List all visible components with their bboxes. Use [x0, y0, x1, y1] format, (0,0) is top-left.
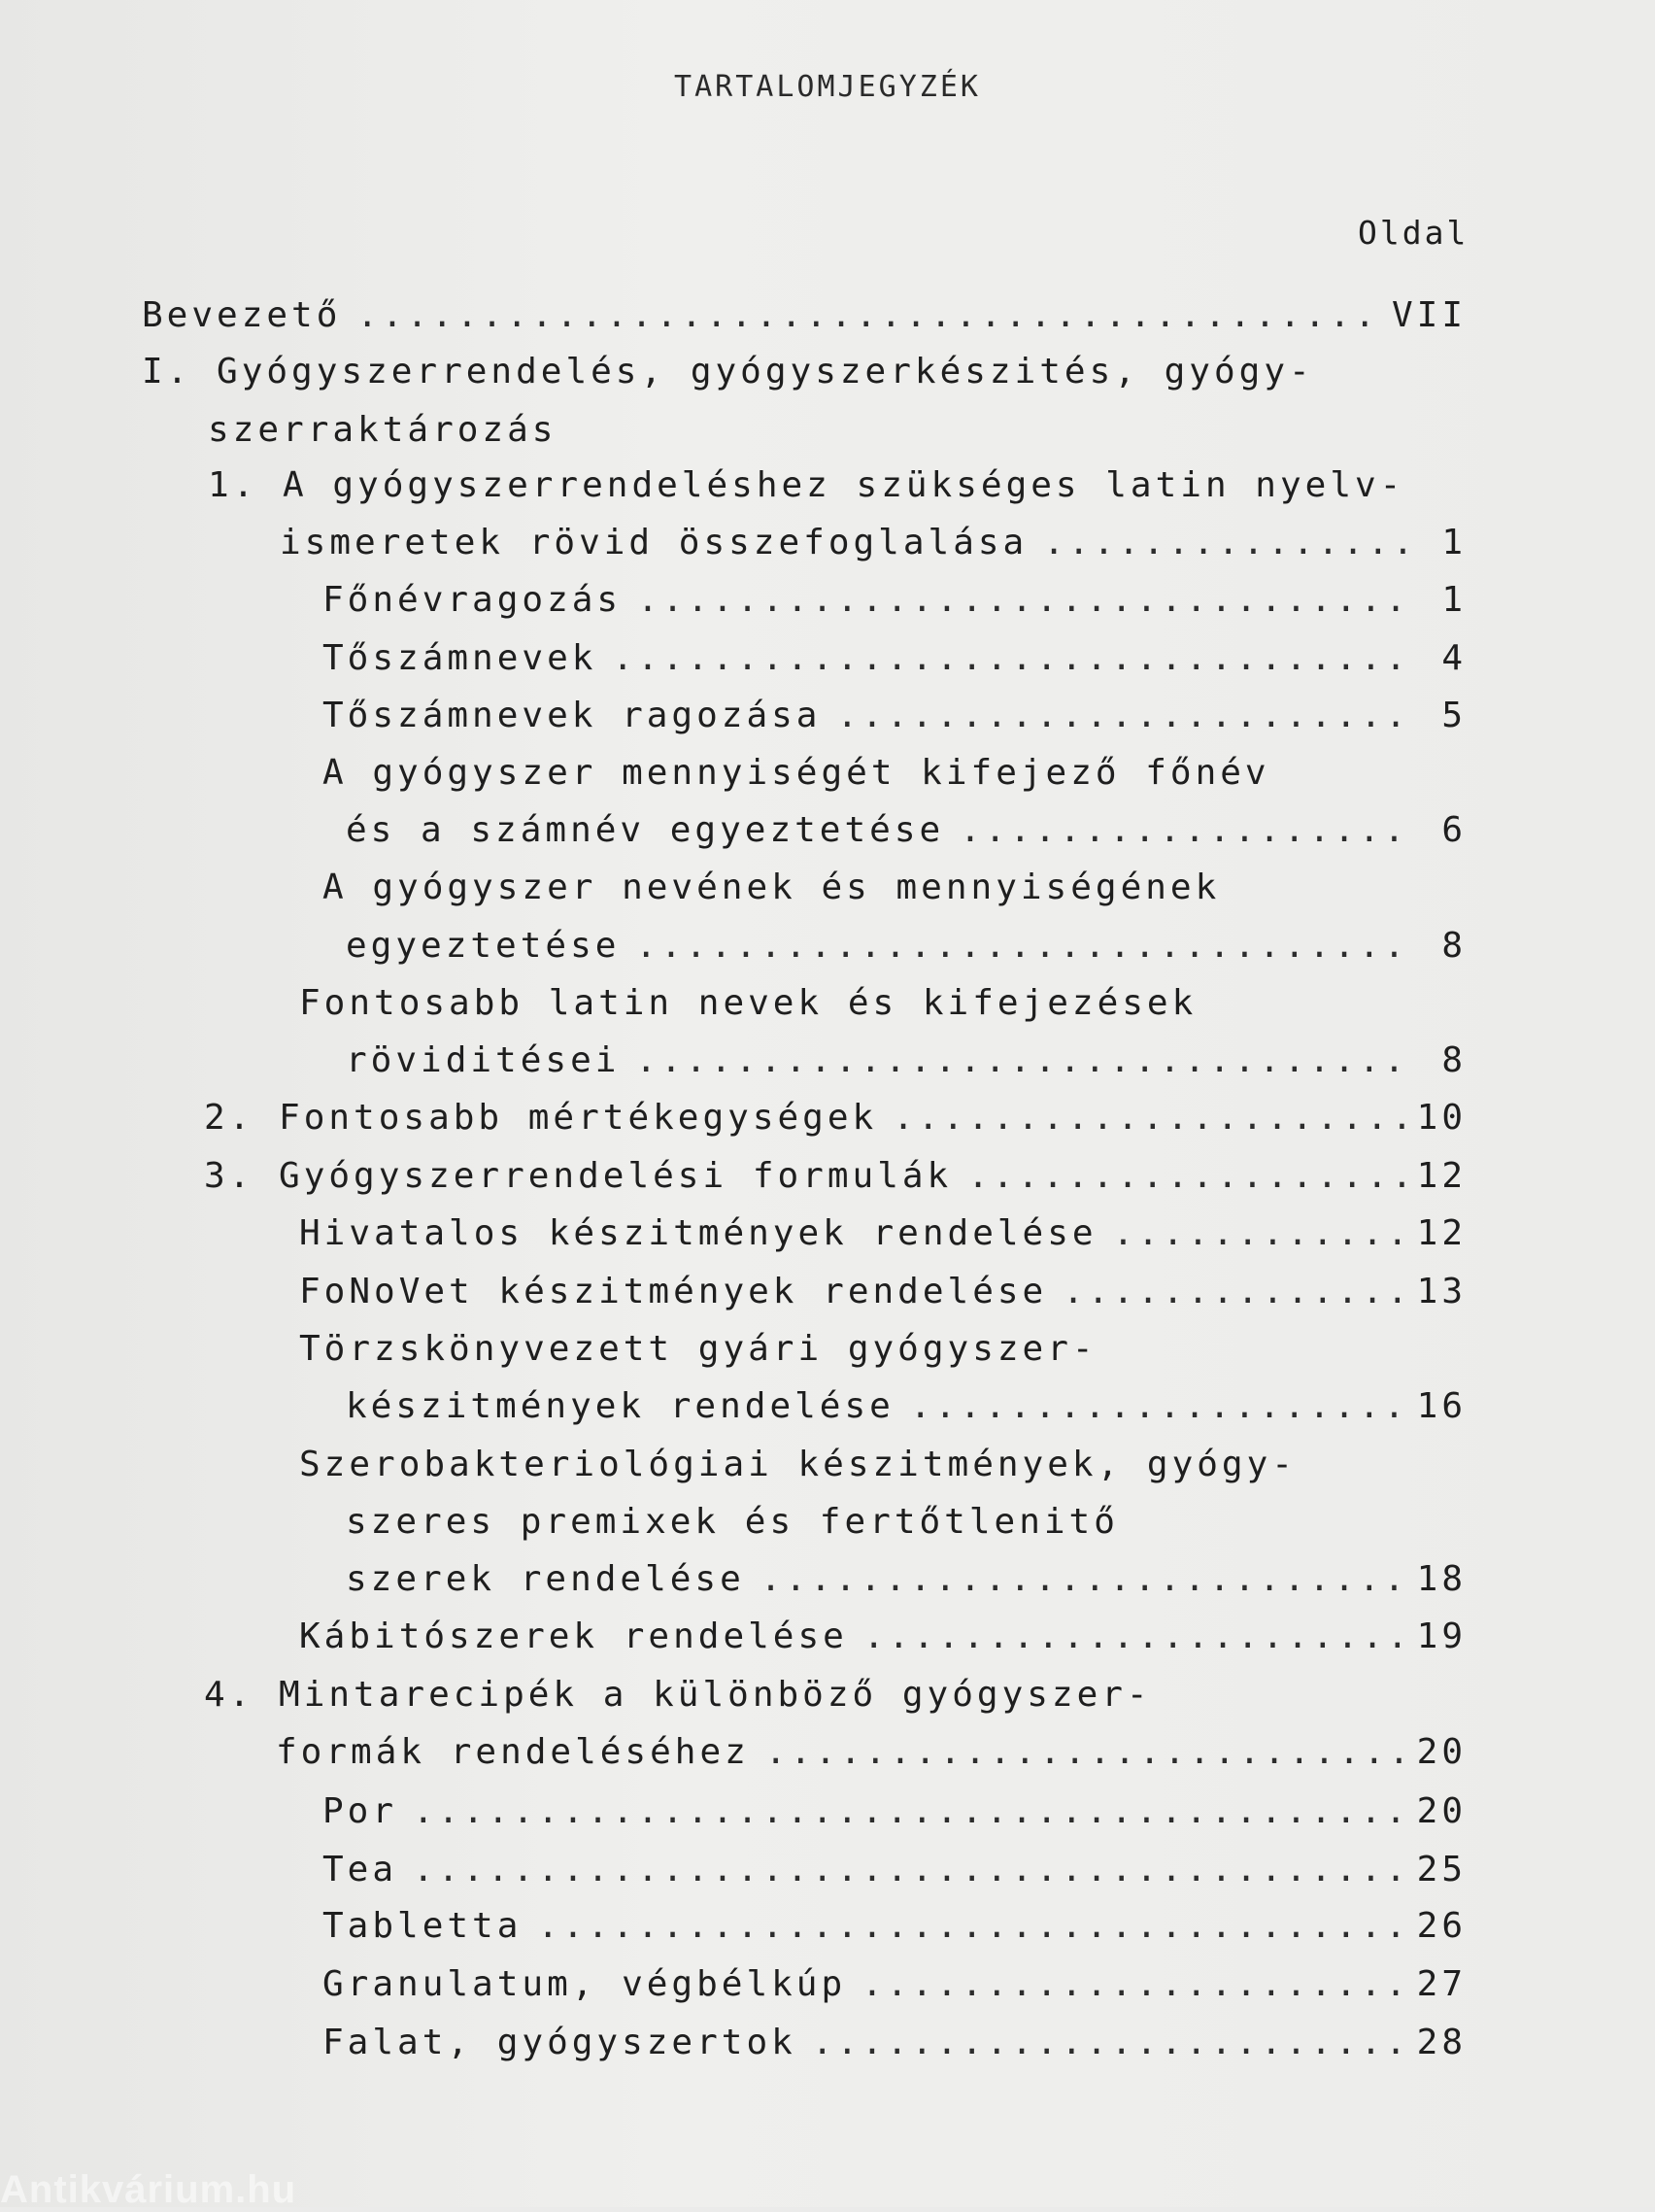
toc-leader-dots [537, 1904, 1408, 1949]
toc-entry-text: formák rendeléséhez [276, 1732, 750, 1772]
toc-entry-text: egyeztetése [346, 926, 621, 966]
toc-entry: Szerobakteriológiai készitmények, gyógy- [299, 1445, 1297, 1484]
page-column-header: Oldal [1358, 214, 1469, 252]
toc-leader-dots [967, 1154, 1408, 1199]
toc-entry-text: Főnévragozás [322, 580, 623, 620]
toc-entry-text: FoNoVet készitmények rendelése [299, 1272, 1048, 1311]
toc-page-number: 4 [1441, 638, 1467, 678]
toc-entry [280, 521, 1467, 565]
toc-leader-dots [413, 1789, 1408, 1834]
toc-page-number: 27 [1416, 1964, 1467, 2004]
toc-leader-dots [1063, 1270, 1408, 1314]
toc-page-number: 10 [1416, 1098, 1467, 1138]
toc-page-number: 8 [1441, 1040, 1467, 1080]
toc-entry-text: 3. Gyógyszerrendelési formulák [204, 1156, 953, 1196]
toc-entry [204, 1096, 1467, 1140]
toc-page-number: 25 [1416, 1850, 1467, 1889]
toc-entry: Törzskönyvezett gyári gyógyszer- [299, 1329, 1098, 1369]
toc-entry [142, 293, 1467, 338]
toc-entry [346, 924, 1467, 969]
toc-entry: A gyógyszer mennyiségét kifejező főnév [322, 753, 1270, 793]
toc-entry [276, 1730, 1467, 1775]
toc-leader-dots [635, 924, 1408, 969]
toc-entry [322, 578, 1467, 623]
toc-entry-text: Hivatalos készitmények rendelése [299, 1213, 1098, 1253]
watermark: Antikvárium.hu [0, 2168, 297, 2211]
toc-page-number: 12 [1416, 1213, 1467, 1253]
toc-entry: 1. A gyógyszerrendeléshez szükséges latin nyelv- [208, 465, 1405, 505]
toc-leader-dots [836, 694, 1408, 738]
toc-entry-text: ismeretek rövid összefoglalása [280, 523, 1029, 562]
toc-page-number: 19 [1416, 1616, 1467, 1656]
toc-entry-text: szerek rendelése [346, 1559, 745, 1599]
toc-entry [322, 2021, 1467, 2065]
toc-entry [299, 1211, 1467, 1256]
toc-leader-dots [893, 1096, 1408, 1140]
toc-entry [322, 1904, 1467, 1949]
toc-entry: 4. Mintarecipék a különböző gyógyszer- [204, 1675, 1152, 1715]
toc-leader-dots [1113, 1211, 1408, 1256]
toc-entry-text: Tea [322, 1850, 398, 1889]
toc-entry [346, 1038, 1467, 1083]
toc-entry [346, 1384, 1467, 1429]
toc-entry-text: röviditései [346, 1040, 621, 1080]
toc-leader-dots [356, 293, 1386, 338]
toc-leader-dots [637, 578, 1408, 623]
toc-leader-dots [413, 1848, 1408, 1892]
toc-leader-dots [863, 1615, 1408, 1659]
toc-page-number: 13 [1416, 1272, 1467, 1311]
toc-entry-text: 2. Fontosabb mértékegységek [204, 1098, 878, 1138]
toc-entry [346, 1557, 1467, 1602]
toc-entry-text: Tőszámnevek [322, 638, 597, 678]
toc-page-number: 20 [1416, 1732, 1467, 1772]
toc-entry: szeres premixek és fertőtlenitő [346, 1502, 1119, 1542]
toc-leader-dots [910, 1384, 1408, 1429]
toc-entry [299, 1270, 1467, 1314]
toc-page-number: 5 [1441, 696, 1467, 735]
toc-leader-dots [765, 1730, 1408, 1775]
toc-page-number: 18 [1416, 1559, 1467, 1599]
toc-entry [322, 694, 1467, 738]
toc-entry-text: Bevezető [142, 295, 342, 335]
toc-entry [322, 1789, 1467, 1834]
toc-entry-text: Tabletta [322, 1906, 523, 1946]
toc-entry: Fontosabb latin nevek és kifejezések [299, 983, 1198, 1023]
toc-entry [322, 636, 1467, 681]
toc-leader-dots [1043, 521, 1408, 565]
toc-page-number: 26 [1416, 1906, 1467, 1946]
toc-page-number: 8 [1441, 926, 1467, 966]
toc-entry [204, 1154, 1467, 1199]
page-title: TARTALOMJEGYZÉK [674, 70, 981, 104]
toc-entry [322, 1962, 1467, 2007]
toc-entry-text: és a számnév egyeztetése [346, 810, 945, 850]
toc-page-number: 1 [1441, 523, 1467, 562]
toc-page-number: 20 [1416, 1791, 1467, 1831]
toc-entry [322, 1848, 1467, 1892]
toc-page-number: 12 [1416, 1156, 1467, 1196]
toc-page-number: 1 [1441, 580, 1467, 620]
toc-page-number: 28 [1416, 2023, 1467, 2062]
toc-entry: szerraktározás [208, 410, 557, 450]
toc-entry-text: Granulatum, végbélkúp [322, 1964, 847, 2004]
toc-leader-dots [960, 808, 1408, 853]
toc-leader-dots [812, 2021, 1408, 2065]
toc-entry-text: Por [322, 1791, 398, 1831]
toc-entry [299, 1615, 1467, 1659]
toc-leader-dots [612, 636, 1408, 681]
toc-entry-text: Tőszámnevek ragozása [322, 696, 822, 735]
toc-leader-dots [635, 1038, 1408, 1083]
toc-page-number: 16 [1416, 1386, 1467, 1426]
toc-entry-text: készitmények rendelése [346, 1386, 895, 1426]
toc-entry [346, 808, 1467, 853]
toc-page-number: VII [1391, 295, 1467, 335]
toc-leader-dots [861, 1962, 1408, 2007]
toc-page-number: 6 [1441, 810, 1467, 850]
toc-entry: A gyógyszer nevének és mennyiségének [322, 868, 1221, 907]
toc-entry: I. Gyógyszerrendelés, gyógyszerkészités, gyógy- [142, 352, 1314, 391]
toc-entry-text: Kábitószerek rendelése [299, 1616, 848, 1656]
toc-entry-text: Falat, gyógyszertok [322, 2023, 796, 2062]
toc-leader-dots [760, 1557, 1408, 1602]
